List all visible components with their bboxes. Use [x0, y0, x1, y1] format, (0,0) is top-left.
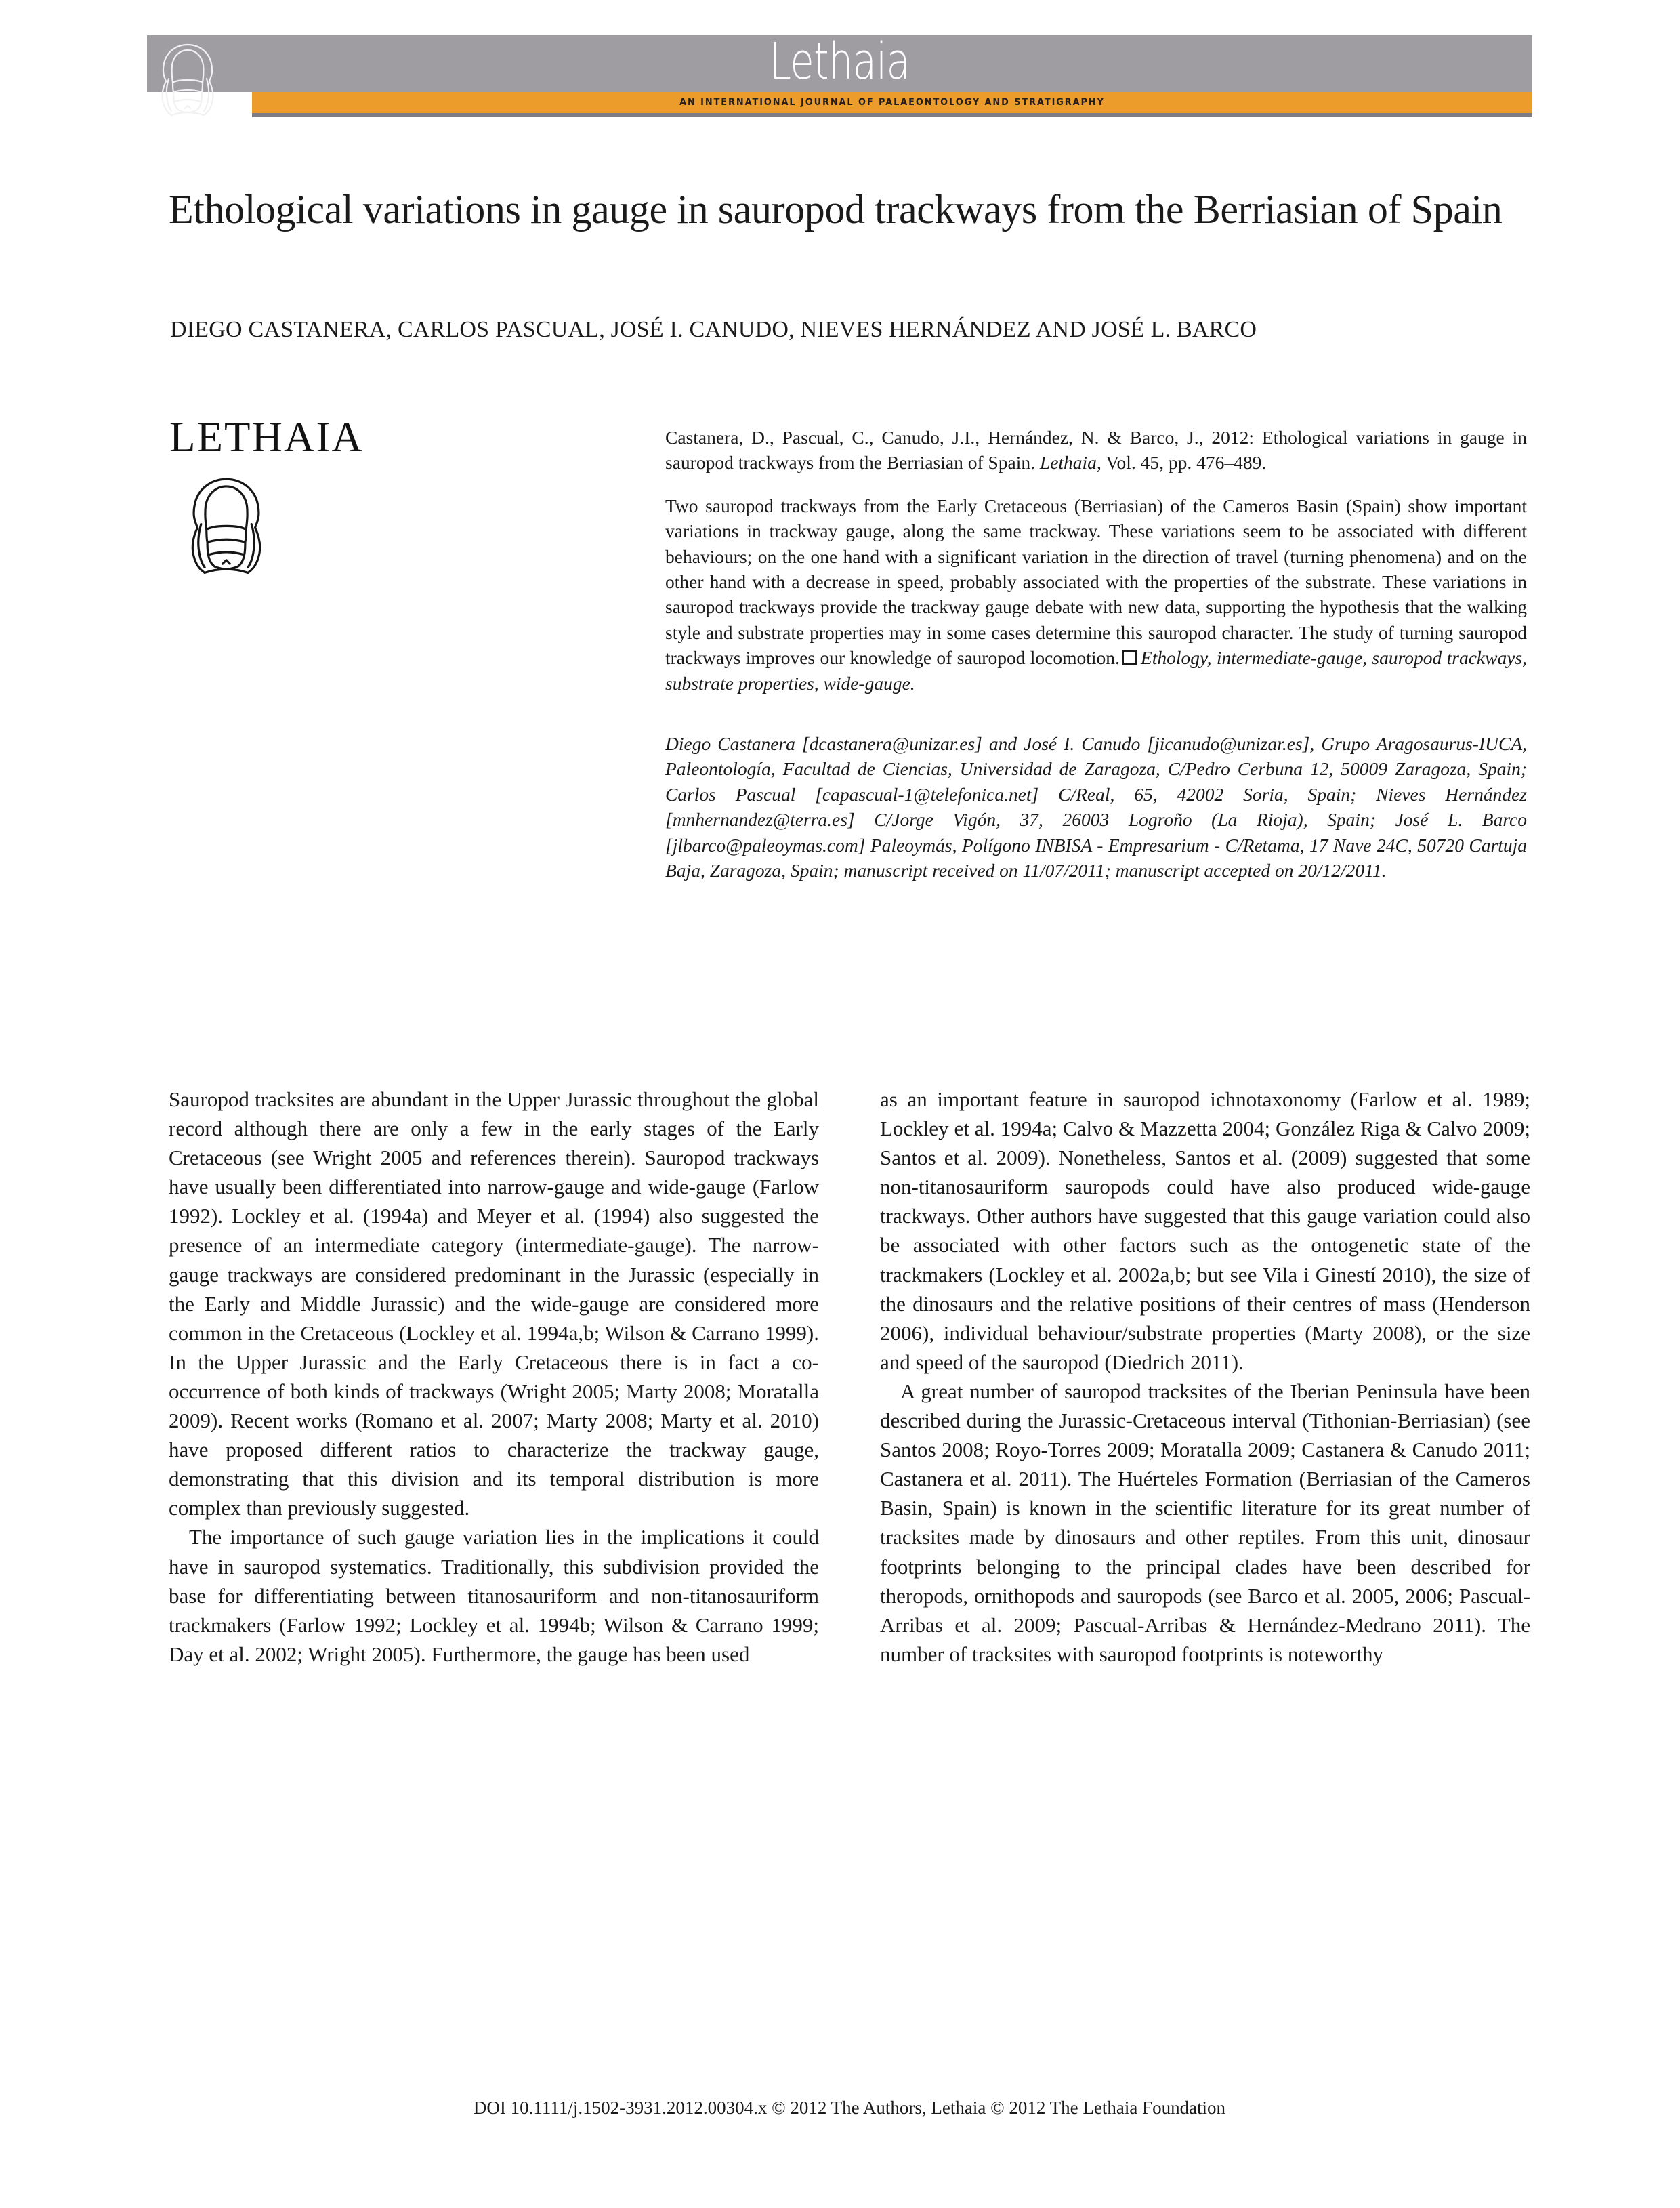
journal-wordmark: Lethaia [769, 33, 910, 91]
body-columns [169, 1085, 1530, 2033]
journal-subtitle: AN INTERNATIONAL JOURNAL OF PALAEONTOLOGY AND STRATIGRAPHY [679, 97, 1105, 108]
page-title: Ethological variations in gauge in sauropod trackways from the Berriasian of Spain [169, 187, 1503, 232]
page-footer: DOI 10.1111/j.1502-3931.2012.00304.x © 2012 The Authors, Lethaia © 2012 The Lethaia Foundation [473, 2098, 1226, 2118]
journal-masthead [147, 35, 1532, 107]
citation-prefix: Castanera, D., Pascual, C., Canudo, J.I., Hernández, N. & Barco, J., 2012: Ethological variations in gauge in sauropod trackways from the Berriasian of Spain. [665, 427, 1527, 474]
trilobite-outline-icon [152, 38, 223, 125]
citation-suffix: , Vol. 45, pp. 476–489. [1096, 452, 1267, 474]
journal-mark-block [169, 413, 454, 585]
body-paragraph: The importance of such gauge variation lies in the implications it could have in sauropod systematics. Traditionally, this subdivision provided the base for differentiating between titanosauriform and non-titanosauriform trackmakers (Farlow 1992; Lockley et al. 1994b; Wilson & Carrano 1999; Day et al. 2002; Wright 2005). Furthermore, the gauge has been used [169, 1525, 819, 1666]
body-paragraph: A great number of sauropod tracksites of the Iberian Peninsula have been described during the Jurassic-Cretaceous interval (Tithonian-Berriasian) (see Santos 2008; Royo-Torres 2009; Moratalla 2009; Castanera & Canudo 2011; Castanera et al. 2011). The Huérteles Formation (Berriasian of the Cameros Basin, Spain) is known in the scientific literature for its great number of tracksites made by dinosaurs and other reptiles. From this unit, dinosaur footprints belonging to the principal clades have been described for theropods, ornithopods and sauropods (see Barco et al. 2005, 2006; Pascual-Arribas et al. 2009; Pascual-Arribas & Hernández-Medrano 2011). The number of tracksites with sauropod footprints is noteworthy [880, 1379, 1530, 1666]
keyword-list: Ethology, intermediate-gauge, sauropod trackways, substrate properties, wide-gauge. [665, 647, 1527, 694]
author-list: DIEGO CASTANERA, CARLOS PASCUAL, JOSÉ I. CANUDO, NIEVES HERNÁNDEZ AND JOSÉ L. BARCO [170, 317, 1257, 342]
masthead-underbar [252, 113, 1532, 117]
journal-mark-word: LETHAIA [169, 413, 364, 461]
trilobite-outline-icon [176, 470, 276, 585]
abstract-block [665, 425, 1527, 883]
body-paragraph: Sauropod tracksites are abundant in the Upper Jurassic throughout the global record although there are only a few in the early stages of the Early Cretaceous (see Wright 2005 and references therein). Sauropod trackways have usually been differentiated into narrow-gauge and wide-gauge (Farlow 1992). Lockley et al. (1994a) and Meyer et al. (1994) also suggested the presence of an intermediate category (intermediate-gauge). The narrow-gauge trackways are considered predominant in the Jurassic (especially in the Early and Middle Jurassic) and the wide-gauge are considered more common in the Cretaceous (Lockley et al. 1994a,b; Wilson & Carrano 1999). In the Upper Jurassic and the Early Cretaceous there is in fact a co-occurrence of both kinds of trackways (Wright 2005; Marty 2008; Moratalla 2009). Recent works (Romano et al. 2007; Marty 2008; Marty et al. 2010) have proposed different ratios to characterize the trackway gauge, demonstrating that this division and its temporal distribution is more complex than previously suggested. [169, 1087, 819, 1520]
citation-journal-name: Lethaia [1039, 452, 1097, 474]
abstract-text [665, 493, 1527, 696]
body-column-left [169, 1085, 819, 1669]
abstract-body: Two sauropod trackways from the Early Cretaceous (Berriasian) of the Cameros Basin (Spain) show important variations in trackway gauge, along the same trackway. These variations seem to be associated with different behaviours; on the one hand with a significant variation in the direction of travel (turning phenomena) and on the other hand with a decrease in speed, probably associated with the properties of the substrate. These variations in sauropod trackways provide the trackway gauge debate with new data, supporting the hypothesis that the walking style and substrate properties may in some cases determine this sauropod character. The study of turning sauropod trackways improves our knowledge of sauropod locomotion. [665, 495, 1527, 669]
body-column-right [880, 1085, 1530, 1669]
keyword-box-icon [1122, 650, 1137, 665]
author-affiliations: Diego Castanera [dcastanera@unizar.es] and José I. Canudo [jicanudo@unizar.es], Grupo Aragosaurus-IUCA, Paleontología, Facultad de Ciencias, Universidad de Zaragoza, C/Pedro Cerbuna 12, 50009 Zaragoza, Spain; Carlos Pascual [capascual-1@telefonica.net] C/Real, 65, 42002 Soria, Spain; Nieves Hernández [mnhernandez@terra.es] C/Jorge Vigón, 37, 26003 Logroño (La Rioja), Spain; José L. Barco [jlbarco@paleoymas.com] Paleoymás, Polígono INBISA - Empresarium - C/Retama, 17 Nave 24C, 50720 Cartuja Baja, Zaragoza, Spain; manuscript received on 11/07/2011; manuscript accepted on 20/12/2011. [665, 733, 1527, 881]
citation-line [665, 425, 1527, 476]
body-paragraph: as an important feature in sauropod ichnotaxonomy (Farlow et al. 1989; Lockley et al. 1994a; Calvo & Mazzetta 2004; González Riga & Calvo 2009; Santos et al. 2009). Nonetheless, Santos et al. (2009) suggested that some non-titanosauriform sauropods could have also produced wide-gauge trackways. Other authors have suggested that this gauge variation could also be associated with other factors such as the ontogenetic state of the trackmakers (Lockley et al. 2002a,b; but see Vila i Ginestí 2010), the size of the dinosaurs and the relative positions of their centres of mass (Henderson 2006), individual behaviour/substrate properties (Marty 2008), or the size and speed of the sauropod (Diedrich 2011). [880, 1087, 1530, 1374]
